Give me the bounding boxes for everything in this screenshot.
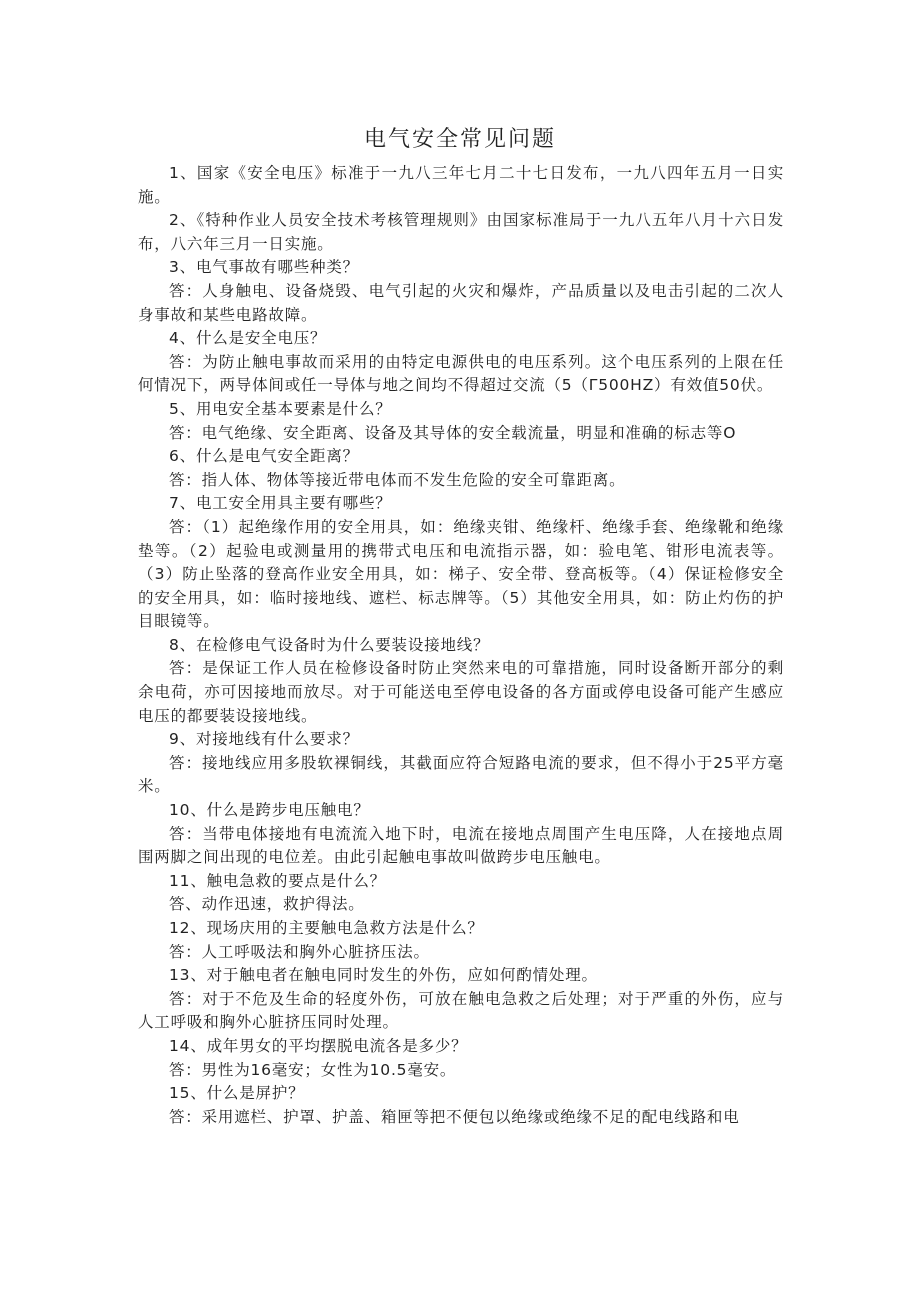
paragraph-a4: 答：为防止触电事故而采用的由特定电源供电的电压系列。这个电压系列的上限在任何情况下，两导体间或任一导体与地之间均不得超过交流（5（Γ500HZ）有效值50伏。	[138, 352, 784, 395]
paragraph-q13: 13、对于触电者在触电同时发生的外伤，应如何酌情处理。	[169, 966, 598, 985]
paragraph-q8: 8、在检修电气设备时为什么要装设接地线？	[169, 635, 490, 654]
paragraph-a5: 答：电气绝缘、安全距离、设备及其导体的安全载流量，明显和准确的标志等O	[169, 423, 737, 442]
paragraph-a12: 答：人工呼吸法和胸外心脏挤压法。	[169, 942, 430, 961]
paragraph-q14: 14、成年男女的平均摆脱电流各是多少？	[169, 1036, 468, 1055]
paragraph-q11: 11、触电急救的要点是什么？	[169, 871, 386, 890]
paragraph-a3: 答：人身触电、设备烧毁、电气引起的火灾和爆炸，产品质量以及电击引起的二次人身事故和某些电路故障。	[138, 281, 784, 324]
paragraph-q7: 7、电工安全用具主要有哪些？	[169, 494, 392, 513]
paragraph-a6: 答：指人体、物体等接近带电体而不发生危险的安全可靠距离。	[169, 470, 626, 489]
paragraph-a10: 答：当带电体接地有电流流入地下时，电流在接地点周围产生电压降，人在接地点周围两脚之间出现的电位差。由此引起触电事故叫做跨步电压触电。	[138, 824, 784, 867]
paragraph-a14: 答：男性为16毫安；女性为10.5毫安。	[169, 1060, 457, 1079]
paragraph-q6: 6、什么是电气安全距离？	[169, 447, 359, 466]
paragraph-q3: 3、电气事故有哪些种类？	[169, 258, 359, 277]
paragraph-q1: 1、国家《安全电压》标准于一九八三年七月二十七日发布，一九八四年五月一日实施。	[138, 164, 784, 206]
paragraph-a8: 答：是保证工作人员在检修设备时防止突然来电的可靠措施，同时设备断开部分的剩余电荷，亦可因接地而放尽。对于可能送电至停电设备的各方面或停电设备可能产生感应电压的都要装设接地线。	[138, 659, 784, 725]
paragraph-a13: 答：对于不危及生命的轻度外伤，可放在触电急救之后处理；对于严重的外伤，应与人工呼吸和胸外心脏挤压同时处理。	[138, 989, 784, 1032]
paragraph-q2: 2、《特种作业人员安全技术考核管理规则》由国家标准局于一九八五年八月十六日发布，八六年三月一日实施。	[138, 211, 784, 253]
paragraph-a15: 答：采用遮栏、护罩、护盖、箱匣等把不便包以绝缘或绝缘不足的配电线路和电	[169, 1107, 740, 1126]
paragraph-a9: 答：接地线应用多股软裸铜线，其截面应符合短路电流的要求，但不得小于25平方毫米。	[138, 753, 784, 796]
document-title: 电气安全常见问题	[363, 127, 556, 152]
paragraph-q15: 15、什么是屏护？	[169, 1084, 305, 1103]
paragraph-q12: 12、现场庆用的主要触电急救方法是什么？	[169, 919, 484, 937]
paragraph-a7: 答：（1）起绝缘作用的安全用具，如：绝缘夹钳、绝缘杆、绝缘手套、绝缘靴和绝缘垫等。（2）起验电或测量用的携带式电压和电流指示器，如：验电笔、钳形电流表等。（3）防止坠落的登高作业安全用具，如：梯子、安全带、登高板等。（4）保证检修安全的安全用具，如：临时接地线、遮栏、标志牌等。（5）其他安全用具，如：防止灼伤的护目眼镜等。	[138, 517, 784, 631]
paragraph-q10: 10、什么是跨步电压触电？	[169, 801, 370, 820]
paragraph-a11: 答、动作迅速，救护得法。	[169, 895, 365, 914]
document-body	[138, 162, 784, 1129]
paragraph-q5: 5、用电安全基本要素是什么？	[169, 399, 392, 418]
paragraph-q4: 4、什么是安全电压？	[169, 329, 327, 348]
paragraph-q9: 9、对接地线有什么要求？	[169, 730, 359, 749]
